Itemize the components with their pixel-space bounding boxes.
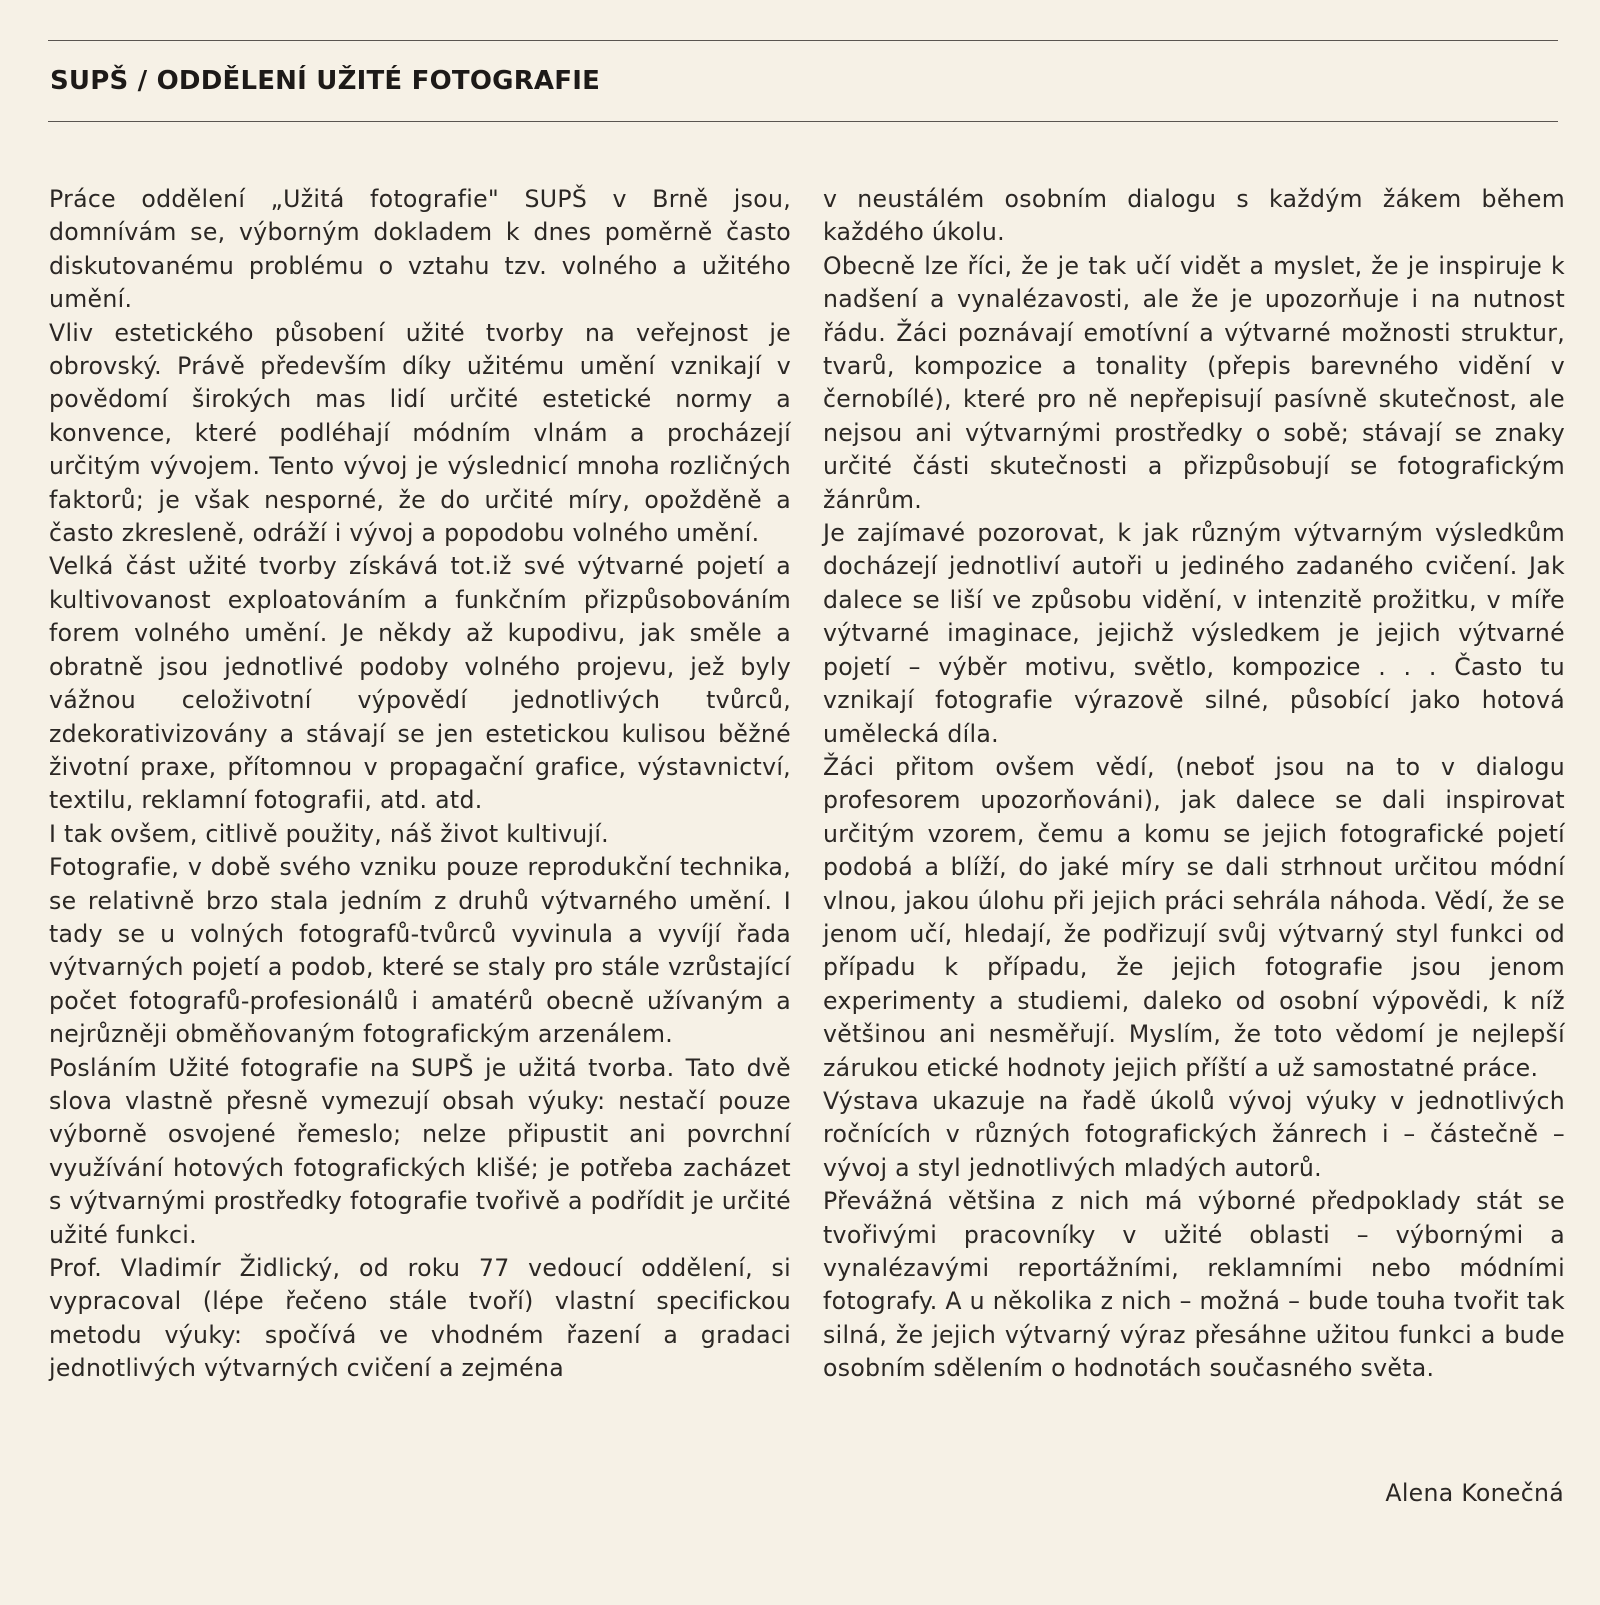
paragraph: v neustálém osobním dialogu s každým žákem během každého úkolu. — [823, 185, 1565, 247]
paragraph: Žáci přitom ovšem vědí, (neboť jsou na to v dialogu profesorem upozorňováni), jak dalece se dali inspirovat určitým vzorem, čemu a komu se jejich fotografické pojetí podobá a blíží, do jaké míry se dali strhnout určitou módní vlnou, jakou úlohu při jejich práci sehrála náhoda. Vědí, že se jenom učí, hledají, že podřizují svůj výtvarný styl funkci od případu k případu, že jejich fotografie jsou jenom experimenty a studiemi, daleko od osobní výpovědi, k níž většinou ani nesměřují. Myslím, že toto vědomí je nejlepší zárukou etické hodnoty jejich příští a už samostatné práce. — [823, 752, 1565, 1082]
paragraph: I tak ovšem, citlivě použity, náš život kultivují. — [49, 819, 609, 848]
paragraph: Výstava ukazuje na řadě úkolů vývoj výuky v jednotlivých ročnících v různých fotografických žánrech i – částečně – vývoj a styl jednotlivých mladých autorů. — [823, 1086, 1565, 1182]
paragraph: Fotografie, v době svého vzniku pouze reprodukční technika, se relativně brzo stala jedním z druhů výtvarného umění. I tady se u volných fotografů-tvůrců vyvinula a vyvíjí řada výtvarných pojetí a podob, které se staly pro stále vzrůstající počet fotografů-profesionálů i amatérů obecně užívaným a nejrůzněji obměňovaným fotografickým arzenálem. — [49, 853, 791, 1049]
paragraph: Prof. Vladimír Židlický, od roku 77 vedoucí oddělení, si vypracoval (lépe řečeno stále tvoří) vlastní specifickou metodu výuky: spočívá ve vhodném řazení a gradaci jednotlivých výtvarných cvičení a zejména — [49, 1254, 791, 1383]
paragraph: Vliv estetického působení užité tvorby na veřejnost je obrovský. Právě především díky užitému umění vznikají v povědomí širokých mas lidí určité estetické normy a konvence, které podléhají módním vlnám a procházejí určitým vývojem. Tento vývoj je výslednicí mnoha rozličných faktorů; je však nesporné, že do určité míry, opožděně a často zkresleně, odráží i vývoj a popodobu volného umění. — [49, 318, 791, 548]
paragraph: Posláním Užité fotografie na SUPŠ je užitá tvorba. Tato dvě slova vlastně přesně vymezují obsah výuky: nestačí pouze výborně osvojené řemeslo; nelze připustit ani povrchní využívání hotových fotografických klišé; je potřeba zacházet s výtvarnými prostředky fotografie tvořivě a podřídit je určité užité funkci. — [49, 1053, 791, 1249]
author-signature: Alena Konečná — [1385, 1479, 1564, 1507]
paragraph: Je zajímavé pozorovat, k jak různým výtvarným výsledkům docházejí jednotliví autoři u jediného zadaného cvičení. Jak dalece se liší ve způsobu vidění, v intenzitě prožitku, v míře výtvarné imaginace, jejichž výsledkem je jejich výtvarné pojetí – výběr motivu, světlo, kompozice . . . Často tu vznikají fotografie výrazově silné, působící jako hotová umělecká díla. — [823, 519, 1565, 748]
paragraph: Práce oddělení „Užitá fotografie" SUPŠ v Brně jsou, domnívám se, výborným dokladem k dnes poměrně často diskutovanému problému o vztahu tzv. volného a užitého umění. — [49, 185, 791, 314]
paragraph: Obecně lze říci, že je tak učí vidět a myslet, že je inspiruje k nadšení a vynalézavosti, ale že je upozorňuje i na nutnost řádu. Žáci poznávají emotívní a výtvarné možnosti struktur, tvarů, kompozice a tonality (přepis barevného vidění v černobílé), které pro ně nepřepisují pasívně skutečnost, ale nejsou ani výtvarnými prostředky o sobě; stávají se znaky určité části skutečnosti a přizpůsobují se fotografickým žánrům. — [823, 251, 1565, 514]
header-rule — [48, 121, 1558, 122]
paragraph: Velká část užité tvorby získává tot.iž své výtvarné pojetí a kultivovanost exploatováním a funkčním přizpůsobováním forem volného umění. Je někdy až kupodivu, jak směle a obratně jsou jednotlivé podoby volného projevu, jež byly vážnou celoživotní výpovědí jednotlivých tvůrců, zdekorativizovány a stávají se jen estetickou kulisou běžné životní praxe, přítomnou v propagační grafice, výstavnictví, textilu, reklamní fotografii, atd. atd. — [49, 552, 791, 815]
paragraph: Převážná většina z nich má výborné předpoklady stát se tvořivými pracovníky v užité oblasti – výbornými a vynalézavými reportážními, reklamními nebo módními fotografy. A u několika z nich – možná – bude touha tvořit tak silná, že jejich výtvarný výraz přesáhne užitou funkci a bude osobním sdělením o hodnotách současného světa. — [823, 1187, 1565, 1383]
top-rule — [48, 40, 1558, 41]
page-title: SUPŠ / ODDĚLENÍ UŽITÉ FOTOGRAFIE — [50, 66, 601, 96]
left-column — [49, 183, 791, 1386]
right-column — [823, 183, 1565, 1386]
